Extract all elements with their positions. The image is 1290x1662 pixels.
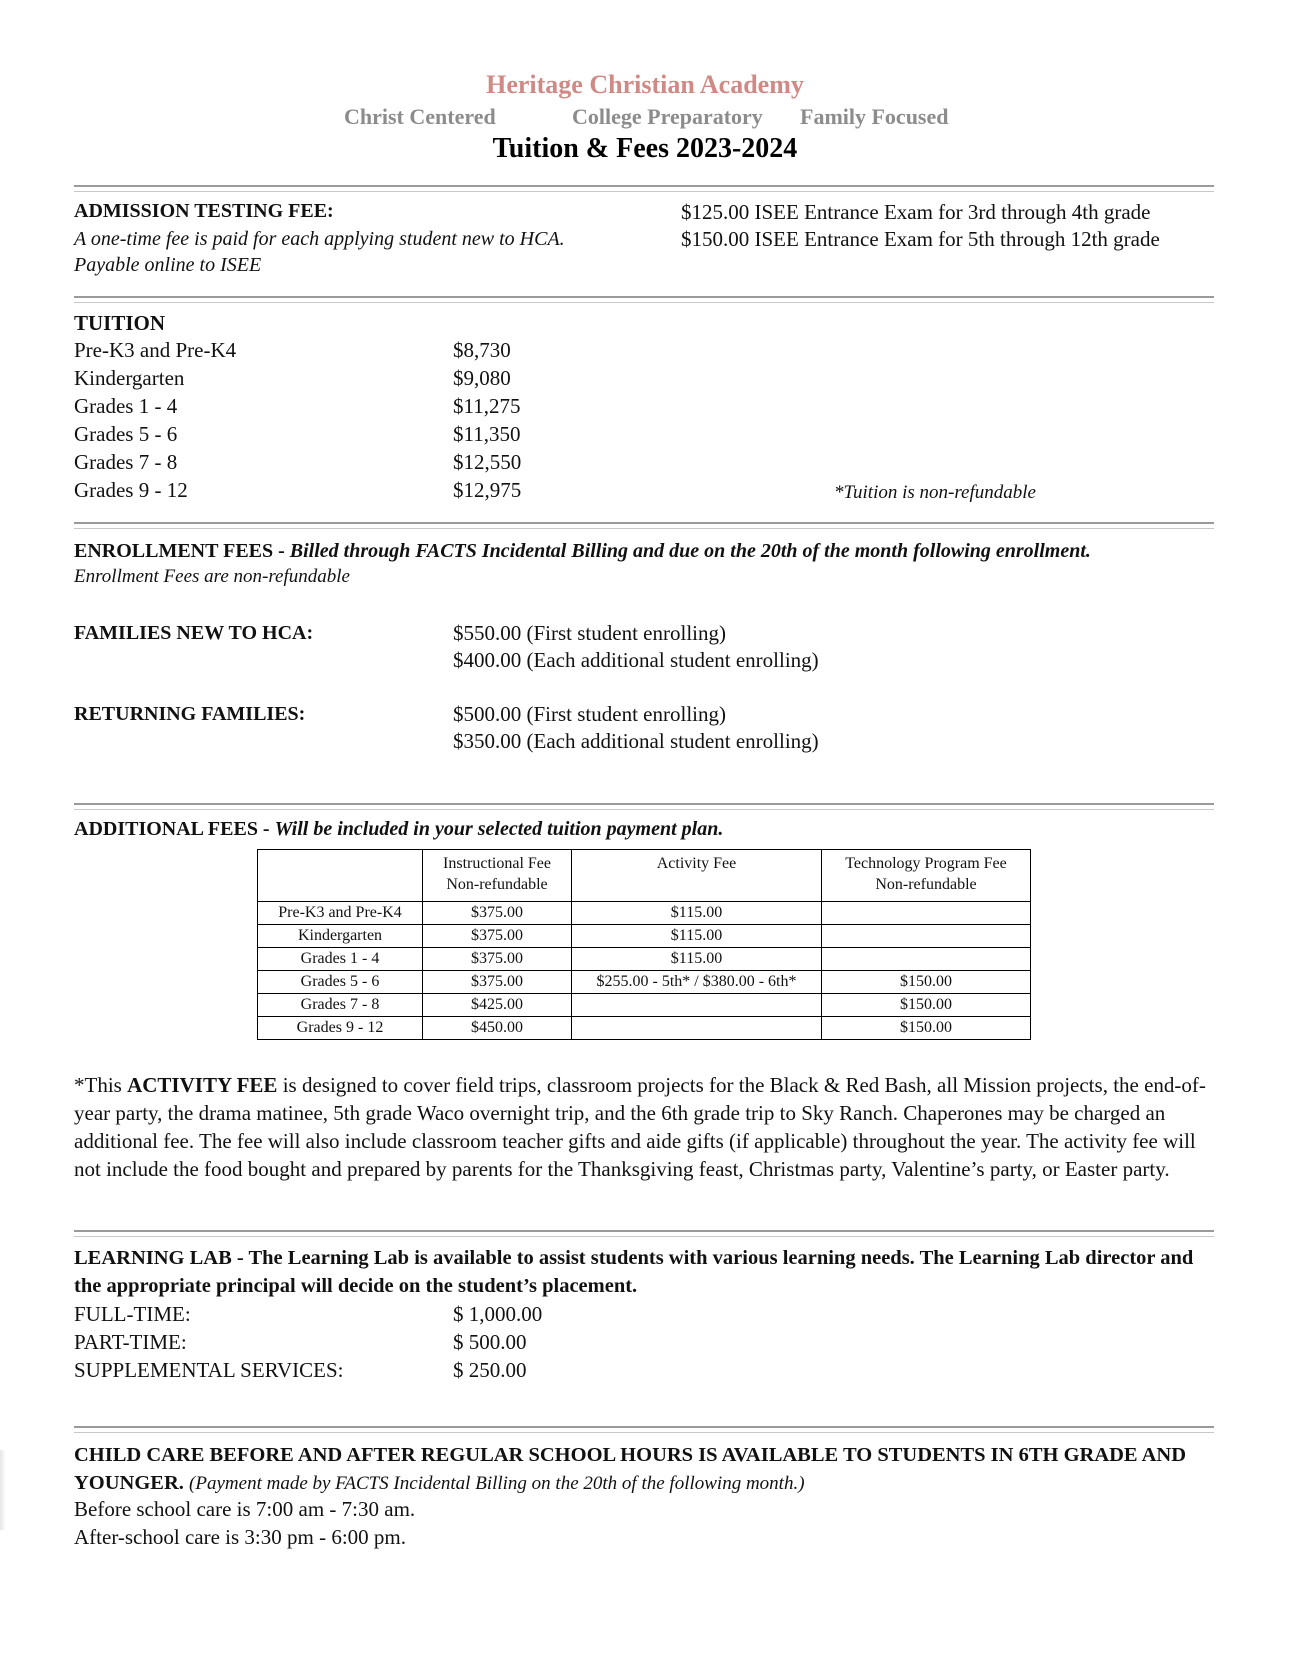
tagline-college-preparatory: College Preparatory: [572, 104, 763, 129]
table-cell-activity: $255.00 - 5th* / $380.00 - 6th*: [572, 971, 822, 994]
tagline-christ-centered: Christ Centered: [344, 104, 496, 129]
table-row: [258, 925, 1031, 948]
enrollment-heading-detail: Billed through FACTS Incidental Billing and due on the 20th of the month following enrollment.: [289, 540, 1091, 562]
table-cell-activity: $115.00: [572, 925, 822, 948]
table-cell-instructional: $425.00: [423, 994, 572, 1017]
table-cell-grade: Grades 7 - 8: [258, 994, 423, 1017]
child-care-payment-note: (Payment made by FACTS Incidental Billing on the 20th of the following month.): [189, 1473, 805, 1494]
activity-fee-description: is designed to cover field trips, classroom projects for the Black & Red Bash, all Mission projects, the end-of-year party, the drama matinee, 5th grade Waco overnight trip, and the 6th grade trip to Sky Ranch. Chaperones may be charged an additional fee. The fee will also include classroom teacher gifts and aide gifts (if applicable) throughout the year. The activity fee will not include the food bought and prepared by parents for the Thanksgiving feast, Christmas party, Valentine’s party, or Easter party.: [74, 1073, 1206, 1181]
enrollment-note: Enrollment Fees are non-refundable: [74, 566, 350, 587]
tuition-grade: Kindergarten: [74, 366, 185, 390]
activity-fee-term: ACTIVITY FEE: [127, 1073, 278, 1097]
tuition-amount: $8,730: [453, 338, 511, 362]
table-cell-instructional: $375.00: [423, 948, 572, 971]
table-cell-grade: Grades 5 - 6: [258, 971, 423, 994]
divider: [74, 185, 1214, 192]
divider: [74, 1230, 1214, 1237]
table-row: [258, 1017, 1031, 1040]
table-header-blank: [258, 850, 423, 902]
tuition-amount: $9,080: [453, 366, 511, 390]
instructional-fee-sublabel: Non-refundable: [446, 876, 548, 893]
divider: [74, 1426, 1214, 1433]
tuition-grades: [74, 336, 236, 504]
learning-lab-label: PART-TIME:: [74, 1330, 187, 1354]
table-header-technology: [822, 850, 1031, 902]
tuition-heading: TUITION: [74, 311, 166, 335]
table-cell-instructional: $450.00: [423, 1017, 572, 1040]
technology-fee-label: Technology Program Fee: [845, 855, 1007, 872]
table-cell-grade: Kindergarten: [258, 925, 423, 948]
learning-lab-label: SUPPLEMENTAL SERVICES:: [74, 1358, 344, 1382]
learning-lab-amount: $ 500.00: [453, 1330, 527, 1354]
additional-fees-heading: [74, 818, 723, 841]
table-row: [258, 902, 1031, 925]
table-header-row: [258, 850, 1031, 902]
learning-lab-amount: $ 1,000.00: [453, 1302, 543, 1326]
returning-fee-first: $500.00 (First student enrolling): [453, 702, 726, 726]
child-care-before-school: Before school care is 7:00 am - 7:30 am.: [74, 1497, 416, 1521]
tagline-family-focused: Family Focused: [800, 104, 949, 129]
tuition-amount: $12,975: [453, 478, 522, 502]
returning-fee-additional: $350.00 (Each additional student enrolling): [453, 729, 819, 753]
tuition-grade: Grades 7 - 8: [74, 450, 178, 474]
additional-fees-label: ADDITIONAL FEES -: [74, 818, 275, 840]
table-row: [258, 948, 1031, 971]
admission-heading: ADMISSION TESTING FEE:: [74, 200, 334, 222]
technology-fee-sublabel: Non-refundable: [875, 876, 977, 893]
divider: [74, 296, 1214, 303]
admission-note: A one-time fee is paid for each applying student new to HCA.: [74, 228, 565, 250]
learning-lab-amount: $ 250.00: [453, 1358, 527, 1382]
tuition-grade: Grades 1 - 4: [74, 394, 178, 418]
families-new-fee-first: $550.00 (First student enrolling): [453, 621, 726, 645]
table-cell-technology: [822, 925, 1031, 948]
learning-lab-labels: [74, 1300, 343, 1384]
child-care-heading-label: CHILD CARE BEFORE AND AFTER REGULAR SCHOOL HOURS IS AVAILABLE TO STUDENTS IN 6TH GRADE AND YOUNGER.: [74, 1444, 1187, 1494]
child-care-after-school: After-school care is 3:30 pm - 6:00 pm.: [74, 1525, 407, 1549]
divider: [74, 803, 1214, 810]
enrollment-heading: [74, 540, 1091, 563]
returning-families-label: RETURNING FAMILIES:: [74, 703, 306, 725]
table-cell-instructional: $375.00: [423, 925, 572, 948]
table-row: [258, 994, 1031, 1017]
tuition-amount: $12,550: [453, 450, 522, 474]
tuition-grade: Pre-K3 and Pre-K4: [74, 338, 237, 362]
learning-lab-amounts: [453, 1300, 542, 1384]
admission-payable: Payable online to ISEE: [74, 254, 262, 276]
table-cell-technology: [822, 948, 1031, 971]
learning-lab-heading: LEARNING LAB - The Learning Lab is available to assist students with various learning needs. The Learning Lab director and the appropriate principal will decide on the student’s placement.: [74, 1247, 1194, 1297]
table-cell-activity: [572, 994, 822, 1017]
table-cell-grade: Grades 9 - 12: [258, 1017, 423, 1040]
table-cell-grade: Grades 1 - 4: [258, 948, 423, 971]
enrollment-heading-label: ENROLLMENT FEES -: [74, 540, 290, 562]
learning-lab-label: FULL-TIME:: [74, 1302, 191, 1326]
table-cell-technology: [822, 902, 1031, 925]
child-care-heading: [74, 1441, 1214, 1498]
school-name: Heritage Christian Academy: [486, 70, 804, 99]
table-header-instructional: [423, 850, 572, 902]
divider: [74, 522, 1214, 529]
tuition-amount: $11,350: [453, 422, 521, 446]
table-header-activity: [572, 850, 822, 902]
additional-fees-detail: Will be included in your selected tuition payment plan.: [274, 818, 724, 840]
activity-fee-paragraph: [74, 1071, 1214, 1183]
table-cell-grade: Pre-K3 and Pre-K4: [258, 902, 423, 925]
table-cell-activity: [572, 1017, 822, 1040]
admission-fee-3-4: $125.00 ISEE Entrance Exam for 3rd through 4th grade: [681, 200, 1151, 224]
table-cell-technology: $150.00: [822, 994, 1031, 1017]
table-row: [258, 971, 1031, 994]
tuition-grade: Grades 5 - 6: [74, 422, 178, 446]
table-cell-instructional: $375.00: [423, 971, 572, 994]
admission-fee-5-12: $150.00 ISEE Entrance Exam for 5th through 12th grade: [681, 227, 1160, 251]
tuition-grade: Grades 9 - 12: [74, 478, 188, 502]
page-edge-shadow: [0, 1450, 6, 1530]
table-cell-technology: $150.00: [822, 971, 1031, 994]
additional-fees-table: [257, 849, 1031, 1040]
activity-fee-prefix: *This: [74, 1073, 128, 1097]
instructional-fee-label: Instructional Fee: [443, 855, 551, 872]
table-cell-activity: $115.00: [572, 902, 822, 925]
tuition-amounts: [453, 336, 521, 504]
page-title: Tuition & Fees 2023-2024: [492, 133, 798, 164]
table-cell-instructional: $375.00: [423, 902, 572, 925]
table-cell-technology: $150.00: [822, 1017, 1031, 1040]
tuition-nonrefundable-note: *Tuition is non-refundable: [834, 482, 1036, 503]
families-new-label: FAMILIES NEW TO HCA:: [74, 622, 314, 644]
activity-fee-label: Activity Fee: [656, 855, 737, 872]
tuition-amount: $11,275: [453, 394, 521, 418]
families-new-fee-additional: $400.00 (Each additional student enrolling): [453, 648, 819, 672]
table-cell-activity: $115.00: [572, 948, 822, 971]
